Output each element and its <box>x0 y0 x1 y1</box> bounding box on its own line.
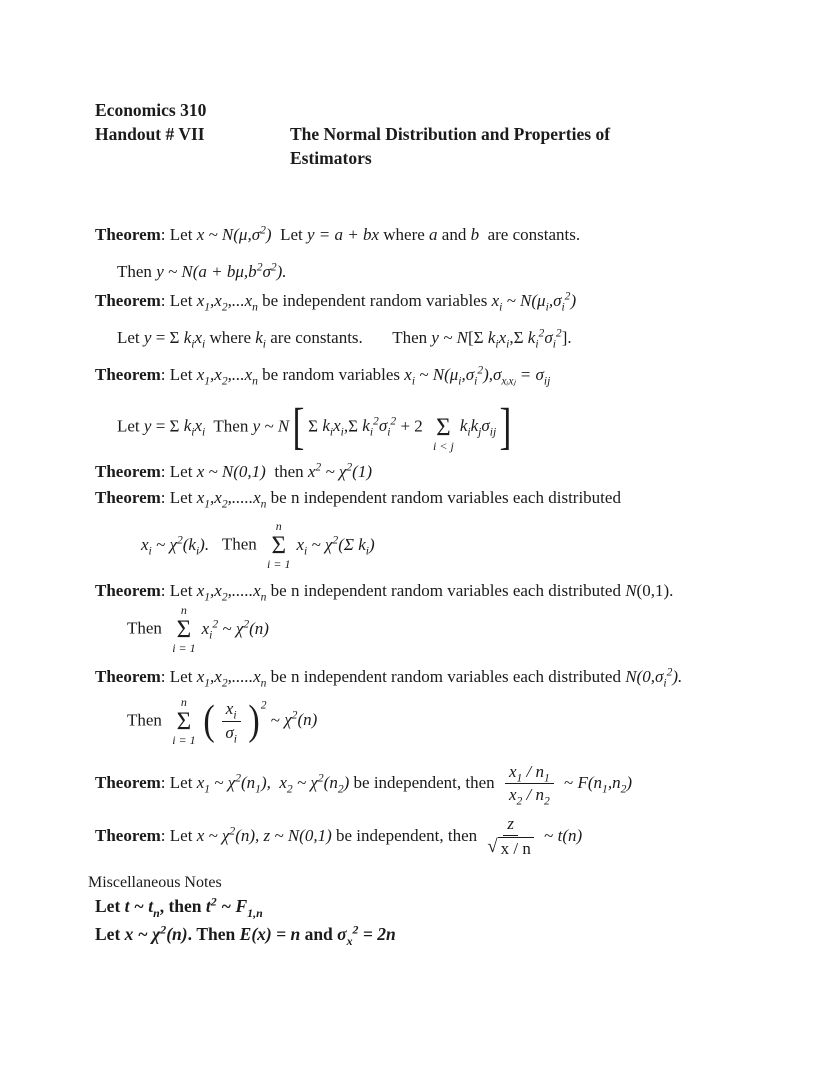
theorem-4-statement: Theorem: Let x ~ N(0,1) then $x^2$ ~ $\chi^2(1)$ <box>95 460 372 482</box>
theorem-9-statement: Theorem: Let x ~ $\chi^2(n)$, z ~ N(0,1) be independent, then z √ x / n ~ t(n) <box>95 813 583 859</box>
header-left <box>95 98 290 170</box>
header <box>95 98 775 170</box>
summation-operator: n Σ i = 1 <box>172 603 196 656</box>
theorem-6-conclusion: Then n Σ i = 1 $x_i^2$ ~ $\chi^2(n)$ <box>127 603 269 656</box>
theorem-8-statement: Theorem: Let $x_1$ ~ $\chi^2(n_1)$, $x_2$ ~ $\chi^2(n_2)$ be independent, then $\frac{x_1 / n_1}{x_2 / n_2}$ ~ $F(n_1,n_2)$ <box>95 761 633 808</box>
theorem-5-statement: Theorem: Let $x_1,x_2,.....x_n$ be n independent random variables each distributed <box>95 488 621 511</box>
theorem-2-statement: Theorem: Let $x_1,x_2,...x_n$ be independent random variables $x_i$ ~ $N(\mu_i,\sigma_i^2)$ <box>95 289 577 314</box>
fraction: $\frac{x_i}{\sigma_i}$ <box>222 699 241 743</box>
miscellaneous-notes <box>88 873 775 948</box>
summation-operator: n Σ i = 1 <box>267 518 291 572</box>
square-root: √ x / n <box>487 837 534 859</box>
summation-operator: Σ i < j <box>433 413 454 453</box>
misc-note-1: Let t ~ $t_n$, then $t^2$ ~ $F_{1,n}$ <box>95 893 263 920</box>
theorem-2-conclusion: Let y = Σ $k_ix_i$ where $k_i$ are constants. Then y ~ N[Σ $k_ix_i,\Sigma$ $k_i^2\sigma_i^2$]. <box>117 326 572 351</box>
misc-notes-heading: Miscellaneous Notes <box>88 873 222 891</box>
fraction: $\frac{x_1 / n_1}{x_2 / n_2}$ <box>505 762 554 806</box>
misc-note-2: Let x ~ $\chi^2(n)$. Then E(x) = n and $\sigma_x^2 = 2n$ <box>95 922 396 948</box>
theorem-3-conclusion: Let y = Σ $k_ix_i$ Then y ~ N[ Σ $k_ix_i,\Sigma$ $k_i^2\sigma_i^2 + 2$ Σ i < j $k_ik_j\sigma_{ij}$] <box>117 399 512 456</box>
course-title: Economics 310 <box>95 100 207 120</box>
summation-operator: n Σ i = 1 <box>172 694 196 747</box>
theorem-1-statement: Theorem: Let x ~ $N(\mu,\sigma^2)$ Let y = a + bx where a and b are constants. <box>95 223 581 244</box>
fraction: z √ x / n <box>487 814 534 860</box>
theorem-7-conclusion: Then n Σ i = 1 ( $\frac{x_i}{\sigma_i}$ )$^2$ ~ $\chi^2(n)$ <box>127 694 318 747</box>
theorem-list <box>95 224 775 860</box>
theorem-3-statement: Theorem: Let $x_1,x_2,...x_n$ be random variables $x_i$ ~ $N(\mu_i,\sigma_i^2),\sigma_{xᵢxⱼ} = \sigma_{ij}$ <box>95 363 551 388</box>
handout-number: Handout # VII <box>95 124 205 144</box>
theorem-7-statement: Theorem: Let $x_1,x_2,.....x_n$ be n independent random variables each distributed $N(0,\sigma_i^2)$. <box>95 665 683 690</box>
page-title: The Normal Distribution and Properties of Estimators <box>290 124 611 168</box>
theorem-6-statement: Theorem: Let $x_1,x_2,.....x_n$ be n independent random variables each distributed N(0,1). <box>95 581 674 604</box>
theorem-5-conclusion: $x_i$ ~ $\chi^2(k_i)$. Then n Σ i = 1 $x_i$ ~ $\chi^2(\Sigma$ $k_i$) <box>141 518 375 572</box>
theorem-1-conclusion: Then y ~ $N(a + b\mu,b^2\sigma^2)$. <box>117 260 287 281</box>
